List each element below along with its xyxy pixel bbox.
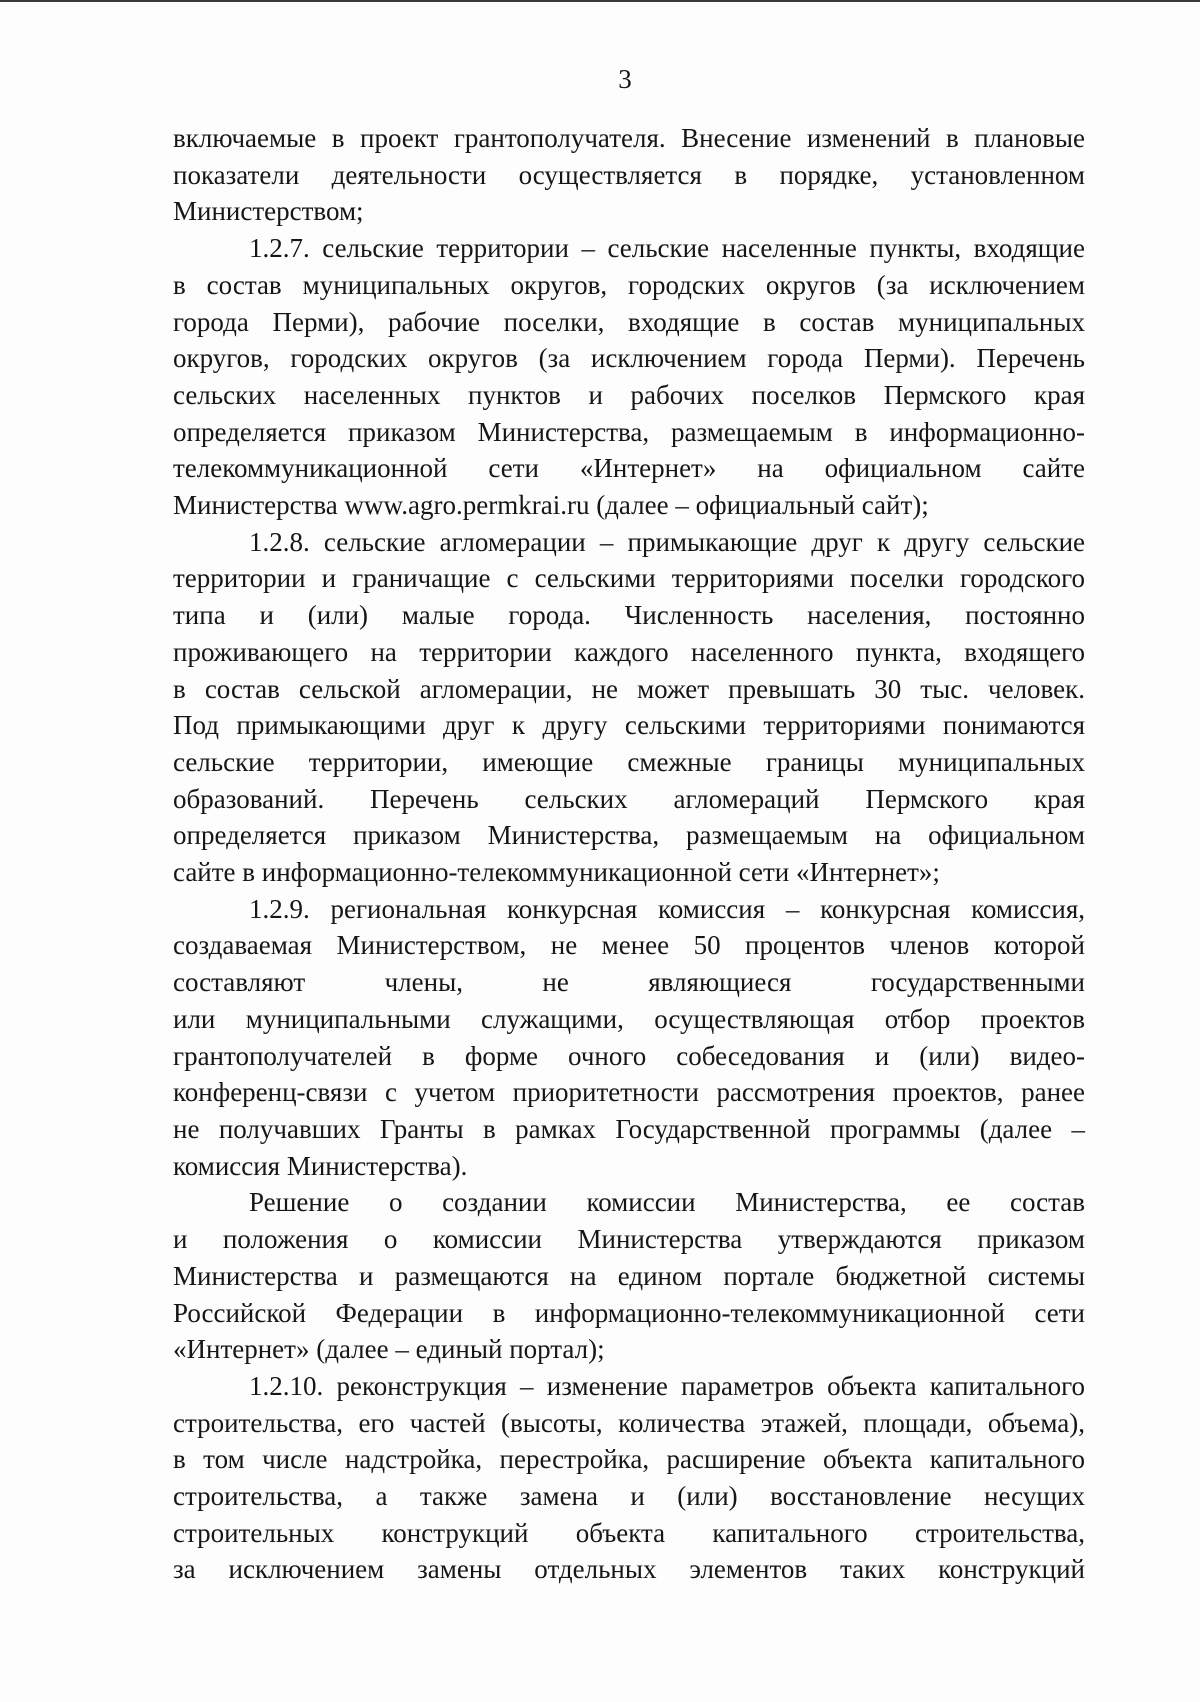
text-line: Решение о создании комиссии Министерства, ее состав xyxy=(249,1187,1085,1218)
text-line: 1.2.7. сельские территории – сельские населенные пункты, входящие xyxy=(249,233,1085,264)
text-line: проживающего на территории каждого населенного пункта, входящего xyxy=(173,636,1085,667)
text-line: определяется приказом Министерства, размещаемым в информационно- xyxy=(173,416,1085,447)
text-line: грантополучателей в форме очного собеседования и (или) видео- xyxy=(173,1040,1085,1071)
text-line: 1.2.8. сельские агломерации – примыкающие друг к другу сельские xyxy=(249,526,1085,557)
text-line: строительства, его частей (высоты, количества этажей, площади, объема), xyxy=(173,1407,1085,1438)
text-line: составляют члены, не являющиеся государственными xyxy=(173,967,1085,998)
text-line: «Интернет» (далее – единый портал); xyxy=(173,1334,605,1365)
text-line: в состав муниципальных округов, городских округов (за исключением xyxy=(173,269,1085,300)
text-line: или муниципальными служащими, осуществляющая отбор проектов xyxy=(173,1003,1085,1034)
page-number: 3 xyxy=(618,64,632,94)
text-line: города Перми), рабочие поселки, входящие в состав муниципальных xyxy=(173,306,1085,337)
text-line: телекоммуникационной сети «Интернет» на официальном сайте xyxy=(173,453,1085,484)
paragraph xyxy=(173,1368,1085,1588)
text-line: и положения о комиссии Министерства утверждаются приказом xyxy=(173,1224,1085,1255)
scan-top-edge xyxy=(0,0,1200,2)
paragraph xyxy=(173,524,1085,891)
text-line: в том числе надстройка, перестройка, расширение объекта капитального xyxy=(173,1444,1085,1475)
text-line: определяется приказом Министерства, размещаемым на официальном xyxy=(173,820,1085,851)
document-body xyxy=(173,120,1085,1588)
text-line: образований. Перечень сельских агломераций Пермского края xyxy=(173,783,1085,814)
text-line: Российской Федерации в информационно-телекоммуникационной сети xyxy=(173,1297,1085,1328)
text-line: за исключением замены отдельных элементов таких конструкций xyxy=(173,1554,1085,1585)
text-line: 1.2.10. реконструкция – изменение параметров объекта капитального xyxy=(249,1370,1085,1401)
paragraph xyxy=(173,230,1085,524)
text-line: не получавших Гранты в рамках Государственной программы (далее – xyxy=(173,1113,1085,1144)
text-line: создаваемая Министерством, не менее 50 процентов членов которой xyxy=(173,930,1085,961)
text-line: типа и (или) малые города. Численность населения, постоянно xyxy=(173,600,1085,631)
text-line: в состав сельской агломерации, не может превышать 30 тыс. человек. xyxy=(173,673,1085,704)
text-line: 1.2.9. региональная конкурсная комиссия – конкурсная комиссия, xyxy=(249,893,1085,924)
text-line: сельские территории, имеющие смежные границы муниципальных xyxy=(173,746,1085,777)
paragraph xyxy=(173,1184,1085,1368)
paragraph xyxy=(173,891,1085,1185)
text-line: строительных конструкций объекта капитального строительства, xyxy=(173,1517,1085,1548)
text-line: включаемые в проект грантополучателя. Внесение изменений в плановые xyxy=(173,123,1085,153)
paragraph xyxy=(173,120,1085,230)
text-line: Министерства www.agro.permkrai.ru (далее – официальный сайт); xyxy=(173,490,929,521)
text-line: сельских населенных пунктов и рабочих поселков Пермского края xyxy=(173,379,1085,410)
text-line: округов, городских округов (за исключением города Перми). Перечень xyxy=(173,343,1085,374)
text-line: строительства, а также замена и (или) восстановление несущих xyxy=(173,1481,1085,1512)
text-line: показатели деятельности осуществляется в порядке, установленном xyxy=(173,159,1085,190)
text-line: комиссия Министерства). xyxy=(173,1150,468,1181)
text-line: конференц-связи с учетом приоритетности рассмотрения проектов, ранее xyxy=(173,1077,1085,1108)
text-line: Министерства и размещаются на едином портале бюджетной системы xyxy=(173,1260,1085,1291)
text-line: территории и граничащие с сельскими территориями поселки городского xyxy=(173,563,1085,594)
text-line: Министерством; xyxy=(173,196,364,227)
text-line: Под примыкающими друг к другу сельскими территориями понимаются xyxy=(173,710,1085,741)
text-line: сайте в информационно-телекоммуникационной сети «Интернет»; xyxy=(173,857,940,888)
